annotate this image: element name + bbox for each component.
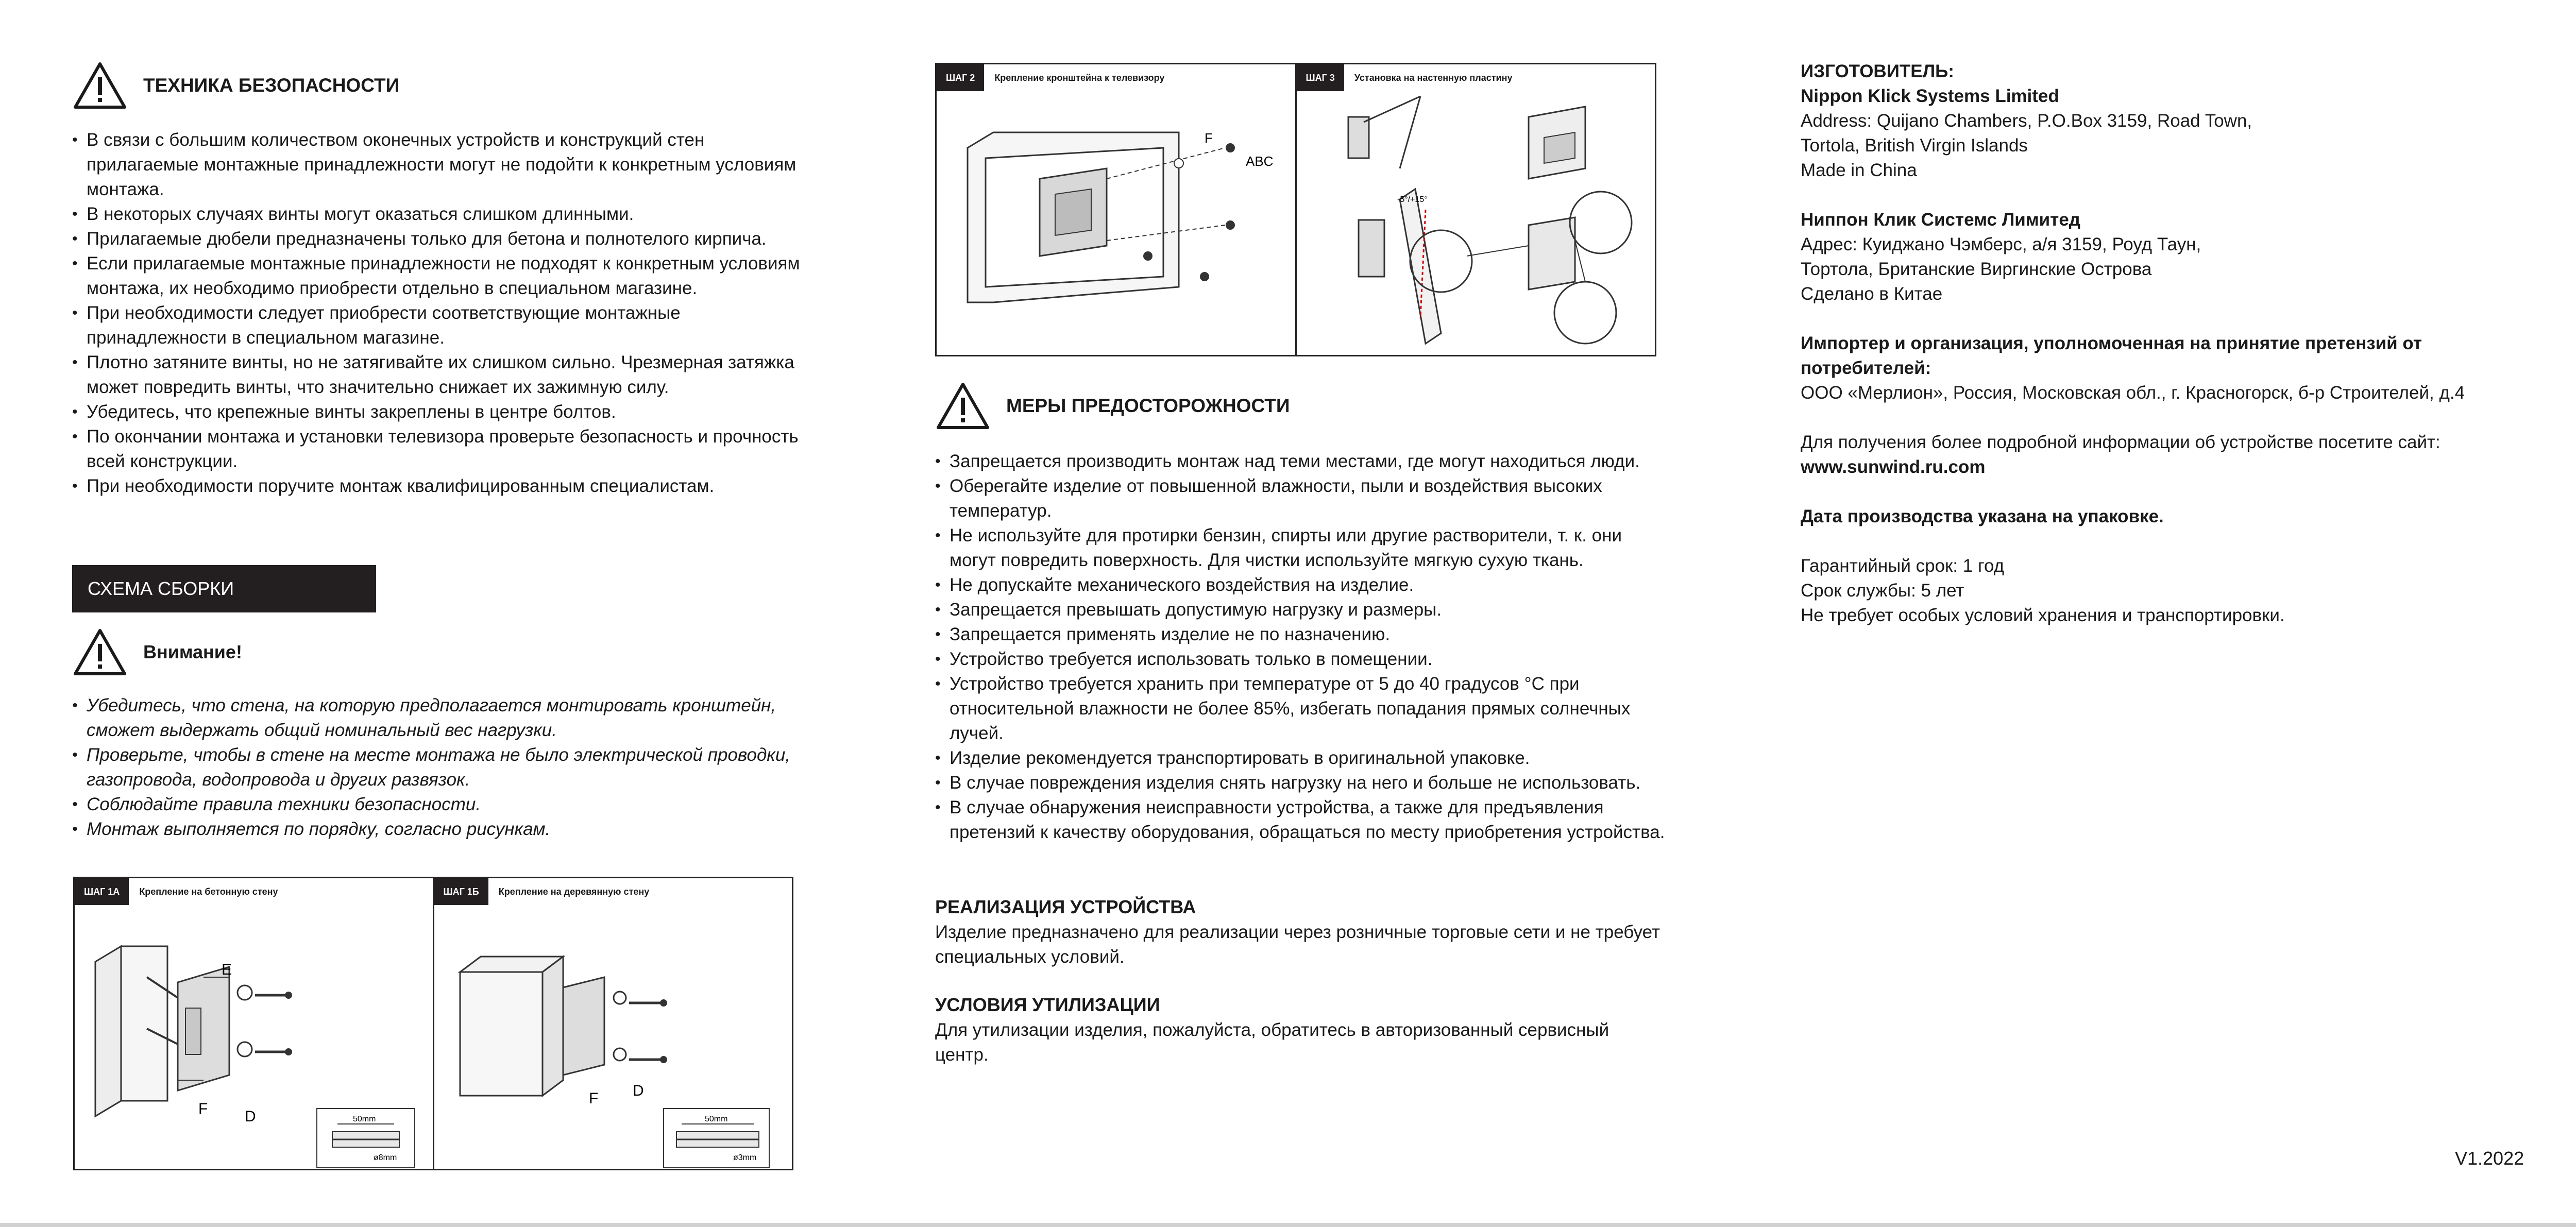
- sales-title: РЕАЛИЗАЦИЯ УСТРОЙСТВА: [935, 896, 1196, 917]
- list-item: • Если прилагаемые монтажные принадлежности не подходят к конкретным условиям монтажа, их необходимо приобрести отдельно в специальном магазине.: [72, 251, 804, 301]
- manufacturer-label: ИЗГОТОВИТЕЛЬ:: [1801, 61, 1954, 81]
- part-label: F: [198, 1100, 208, 1117]
- precautions-list: [935, 449, 1667, 845]
- attention-list: [72, 693, 804, 842]
- part-label: E: [222, 961, 232, 978]
- precautions-header: [935, 381, 1290, 431]
- step-tag: ШАГ 2: [937, 64, 984, 91]
- bottom-divider: [0, 1223, 2576, 1227]
- safety-list: [72, 128, 804, 499]
- assembly-bar: СХЕМА СБОРКИ: [72, 565, 376, 612]
- manufacturer-name-ru: Ниппон Клик Системс Лимитед: [1801, 210, 2080, 230]
- service-life-line: Срок службы: 5 лет: [1801, 581, 1964, 601]
- manufacturer-made-en: Made in China: [1801, 160, 1917, 180]
- list-item: • Устройство требуется хранить при температуре от 5 до 40 градусов °С при относительной влажности не более 85%, избегать попадания прямых солнечных лучей.: [935, 672, 1667, 746]
- part-label: F: [588, 1090, 598, 1107]
- manufacturer-address-en: Address: Quijano Chambers, P.O.Box 3159, Road Town,: [1801, 111, 2252, 131]
- part-label: F: [1205, 130, 1213, 146]
- list-item: • Запрещается применять изделие не по назначению.: [935, 622, 1667, 647]
- step-title: Крепление на деревянную стену: [498, 886, 650, 897]
- attention-title: Внимание!: [143, 641, 242, 662]
- step-title: Установка на настенную пластину: [1354, 72, 1513, 83]
- list-item: • Убедитесь, что стена, на которую предполагается монтировать кронштейн, сможет выдержать общий номинальный вес нагрузки.: [72, 693, 804, 743]
- website-link[interactable]: www.sunwind.ru.com: [1801, 457, 1986, 477]
- list-item: • Проверьте, чтобы в стене на месте монтажа не было электрической проводки, газопровода, водопровода и других развязок.: [72, 743, 804, 792]
- version-label: V1.2022: [2455, 1148, 2524, 1169]
- manufacturer-made-ru: Сделано в Китае: [1801, 284, 1943, 304]
- part-label: D: [245, 1108, 256, 1125]
- diameter-label: ø3mm: [733, 1153, 756, 1162]
- list-item: • Изделие рекомендуется транспортировать в оригинальной упаковке.: [935, 746, 1667, 771]
- manufacturer-address-en: Tortola, British Virgin Islands: [1801, 135, 2028, 156]
- warranty-line: Гарантийный срок: 1 год: [1801, 556, 2005, 576]
- list-item: • В случае обнаружения неисправности устройства, а также для предъявления претензий к качеству оборудования, обращаться по месту приобретения устройства.: [935, 795, 1667, 845]
- step-title: Крепление кронштейна к телевизору: [994, 72, 1165, 83]
- importer-label: Импортер и организация, уполномоченная на принятие претензий от потребителей:: [1801, 333, 2422, 378]
- safety-header: [72, 61, 399, 110]
- list-item: • Устройство требуется использовать только в помещении.: [935, 647, 1667, 672]
- list-item: • Плотно затяните винты, но не затягивайте их слишком сильно. Чрезмерная затяжка может повредить винты, что значительно снижает их зажимную силу.: [72, 350, 804, 400]
- dimension-label: 50mm: [704, 1115, 727, 1123]
- manufacturer-name-en: Nippon Klick Systems Limited: [1801, 86, 2059, 106]
- step-tag: ШАГ 3: [1297, 64, 1344, 91]
- step-2-panel: [937, 64, 1297, 355]
- storage-line: Не требует особых условий хранения и транспортировки.: [1801, 605, 2285, 625]
- attention-header: [72, 627, 242, 677]
- step-title: Крепление на бетонную стену: [139, 886, 278, 897]
- wall-plate-illustration: [1297, 91, 1655, 355]
- list-item: • Запрещается превышать допустимую нагрузку и размеры.: [935, 598, 1667, 622]
- production-date: Дата производства указана на упаковке.: [1801, 506, 2164, 526]
- list-item: • Оберегайте изделие от повышенной влажности, пыли и воздействия высоких температур.: [935, 474, 1667, 523]
- manufacturer-address-ru: Адрес: Куиджано Чэмберс, а/я 3159, Роуд Таун,: [1801, 234, 2201, 254]
- more-info-text: Для получения более подробной информации об устройстве посетите сайт:: [1801, 432, 2441, 452]
- list-item: • Монтаж выполняется по порядку, согласно рисункам.: [72, 817, 804, 842]
- list-item: • В связи с большим количеством оконечных устройств и конструкций стен прилагаемые монтажные принадлежности могут не подойти к конкретным условиям монтажа.: [72, 128, 804, 202]
- step-tag: ШАГ 1Б: [434, 878, 488, 905]
- list-item: • Запрещается производить монтаж над теми местами, где могут находиться люди.: [935, 449, 1667, 474]
- list-item: • Прилагаемые дюбели предназначены только для бетона и полнотелого кирпича.: [72, 227, 804, 251]
- warning-icon: [72, 61, 128, 110]
- step-tag: ШАГ 1А: [75, 878, 129, 905]
- list-item: • По окончании монтажа и установки телевизора проверьте безопасность и прочность всей конструкции.: [72, 424, 804, 474]
- part-label: D: [632, 1082, 644, 1099]
- diameter-label: ø8mm: [374, 1153, 397, 1162]
- warning-icon: [935, 381, 991, 431]
- step-1a-panel: [75, 878, 434, 1169]
- steps-2-3-box: [935, 63, 1656, 356]
- safety-title: ТЕХНИКА БЕЗОПАСНОСТИ: [143, 75, 400, 96]
- importer-text: ООО «Мерлион», Россия, Московская обл., г. Красногорск, б-р Строителей, д.4: [1801, 383, 2465, 403]
- concrete-wall-illustration: [75, 905, 434, 1169]
- list-item: • Не используйте для протирки бензин, спирты или другие растворители, т. к. они могут повредить поверхность. Для чистки используйте мягкую сухую ткань.: [935, 523, 1667, 573]
- list-item: • В случае повреждения изделия снять нагрузку на него и больше не использовать.: [935, 771, 1667, 795]
- list-item: • В некоторых случаях винты могут оказаться слишком длинными.: [72, 202, 804, 227]
- precautions-title: МЕРЫ ПРЕДОСТОРОЖНОСТИ: [1006, 395, 1290, 416]
- steps-1-box: [73, 877, 793, 1170]
- tv-bracket-illustration: [937, 91, 1297, 355]
- step-3-panel: [1297, 64, 1655, 355]
- manufacturer-address-ru: Тортола, Британские Виргинские Острова: [1801, 259, 2152, 279]
- part-label: ABC: [1246, 154, 1274, 169]
- disposal-text: Для утилизации изделия, пожалуйста, обратитесь в авторизованный сервисный центр.: [935, 1020, 1609, 1065]
- wooden-wall-illustration: [434, 905, 792, 1169]
- warning-icon: [72, 627, 128, 677]
- list-item: • Соблюдайте правила техники безопасности.: [72, 792, 804, 817]
- list-item: • При необходимости поручите монтаж квалифицированным специалистам.: [72, 474, 804, 499]
- disposal-title: УСЛОВИЯ УТИЛИЗАЦИИ: [935, 994, 1160, 1015]
- step-1b-panel: [434, 878, 792, 1169]
- list-item: • При необходимости следует приобрести соответствующие монтажные принадлежности в специальном магазине.: [72, 301, 804, 350]
- list-item: • Не допускайте механического воздействия на изделие.: [935, 573, 1667, 598]
- sales-text: Изделие предназначено для реализации через розничные торговые сети и не требует специальных условий.: [935, 922, 1660, 967]
- list-item: • Убедитесь, что крепежные винты закреплены в центре болтов.: [72, 400, 804, 424]
- tilt-angle-label: -5°/+15°: [1397, 195, 1428, 204]
- dimension-label: 50mm: [353, 1115, 376, 1123]
